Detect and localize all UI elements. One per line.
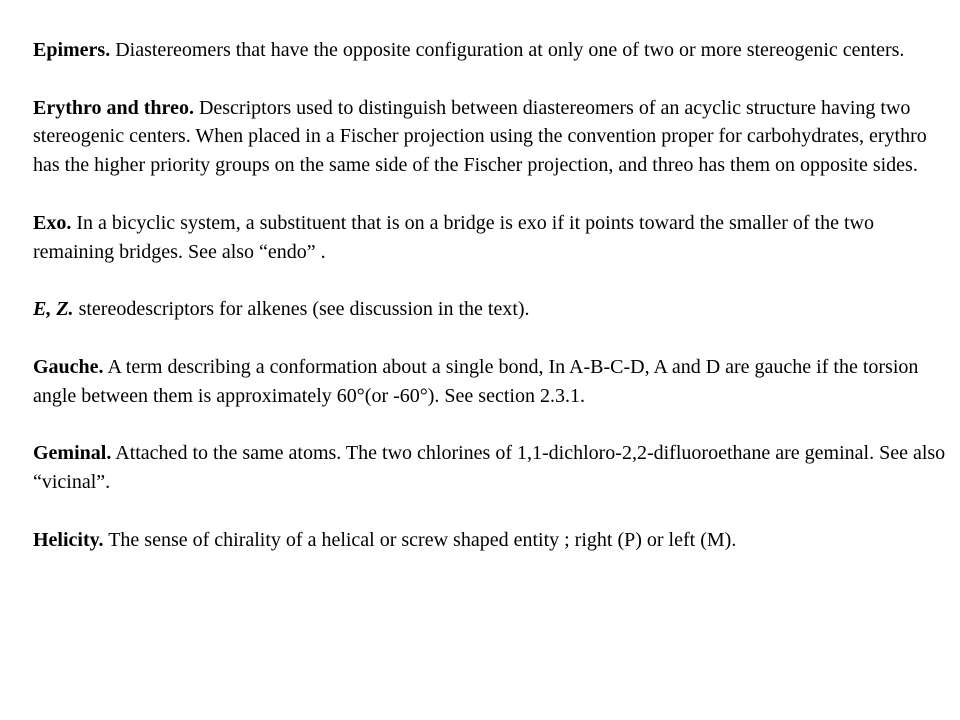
glossary-list [33, 36, 951, 583]
glossary-term: Geminal. [33, 442, 112, 465]
glossary-definition: In a bicyclic system, a substituent that is on a bridge is exo if it points toward the smaller of the two remaining bridges. See also “endo” . [33, 211, 874, 263]
glossary-definition: Attached to the same atoms. The two chlorines of 1,1-dichloro-2,2-difluoroethane are geminal. See also “vicinal”. [33, 442, 946, 493]
glossary-term: E, Z. [33, 298, 74, 321]
glossary-term: Gauche. [33, 355, 104, 378]
glossary-definition: Diastereomers that have the opposite configuration at only one of two or more stereogenic centers. [115, 39, 905, 61]
glossary-definition: A term describing a conformation about a single bond, In A-B-C-D, A and D are gauche if the torsion angle between them is approximately 60°(or -60°). See section 2.3.1. [33, 355, 919, 407]
glossary-definition: stereodescriptors for alkenes (see discussion in the text). [78, 298, 530, 321]
glossary-term: Epimers. [33, 39, 111, 61]
glossary-entry-helicity [33, 526, 951, 555]
glossary-term: Exo. [33, 211, 72, 234]
glossary-entry-exo [33, 209, 951, 267]
glossary-entry-geminal [33, 439, 951, 497]
glossary-entry-e-z [33, 295, 951, 324]
glossary-entry-epimers [33, 36, 951, 65]
glossary-entry-erythro-threo [33, 94, 951, 180]
glossary-definition: The sense of chirality of a helical or screw shaped entity ; right (P) or left (M). [108, 528, 737, 551]
glossary-term: Erythro and threo. [33, 96, 194, 119]
glossary-entry-gauche [33, 353, 951, 411]
glossary-term: Helicity. [33, 528, 104, 551]
glossary-definition: Descriptors used to distinguish between diastereomers of an acyclic structure having two stereogenic centers. When placed in a Fischer projection using the convention proper for carbohydrates, erythro has the higher priority groups on the same side of the Fischer projection, and threo has them on opposite sides. [33, 96, 927, 177]
